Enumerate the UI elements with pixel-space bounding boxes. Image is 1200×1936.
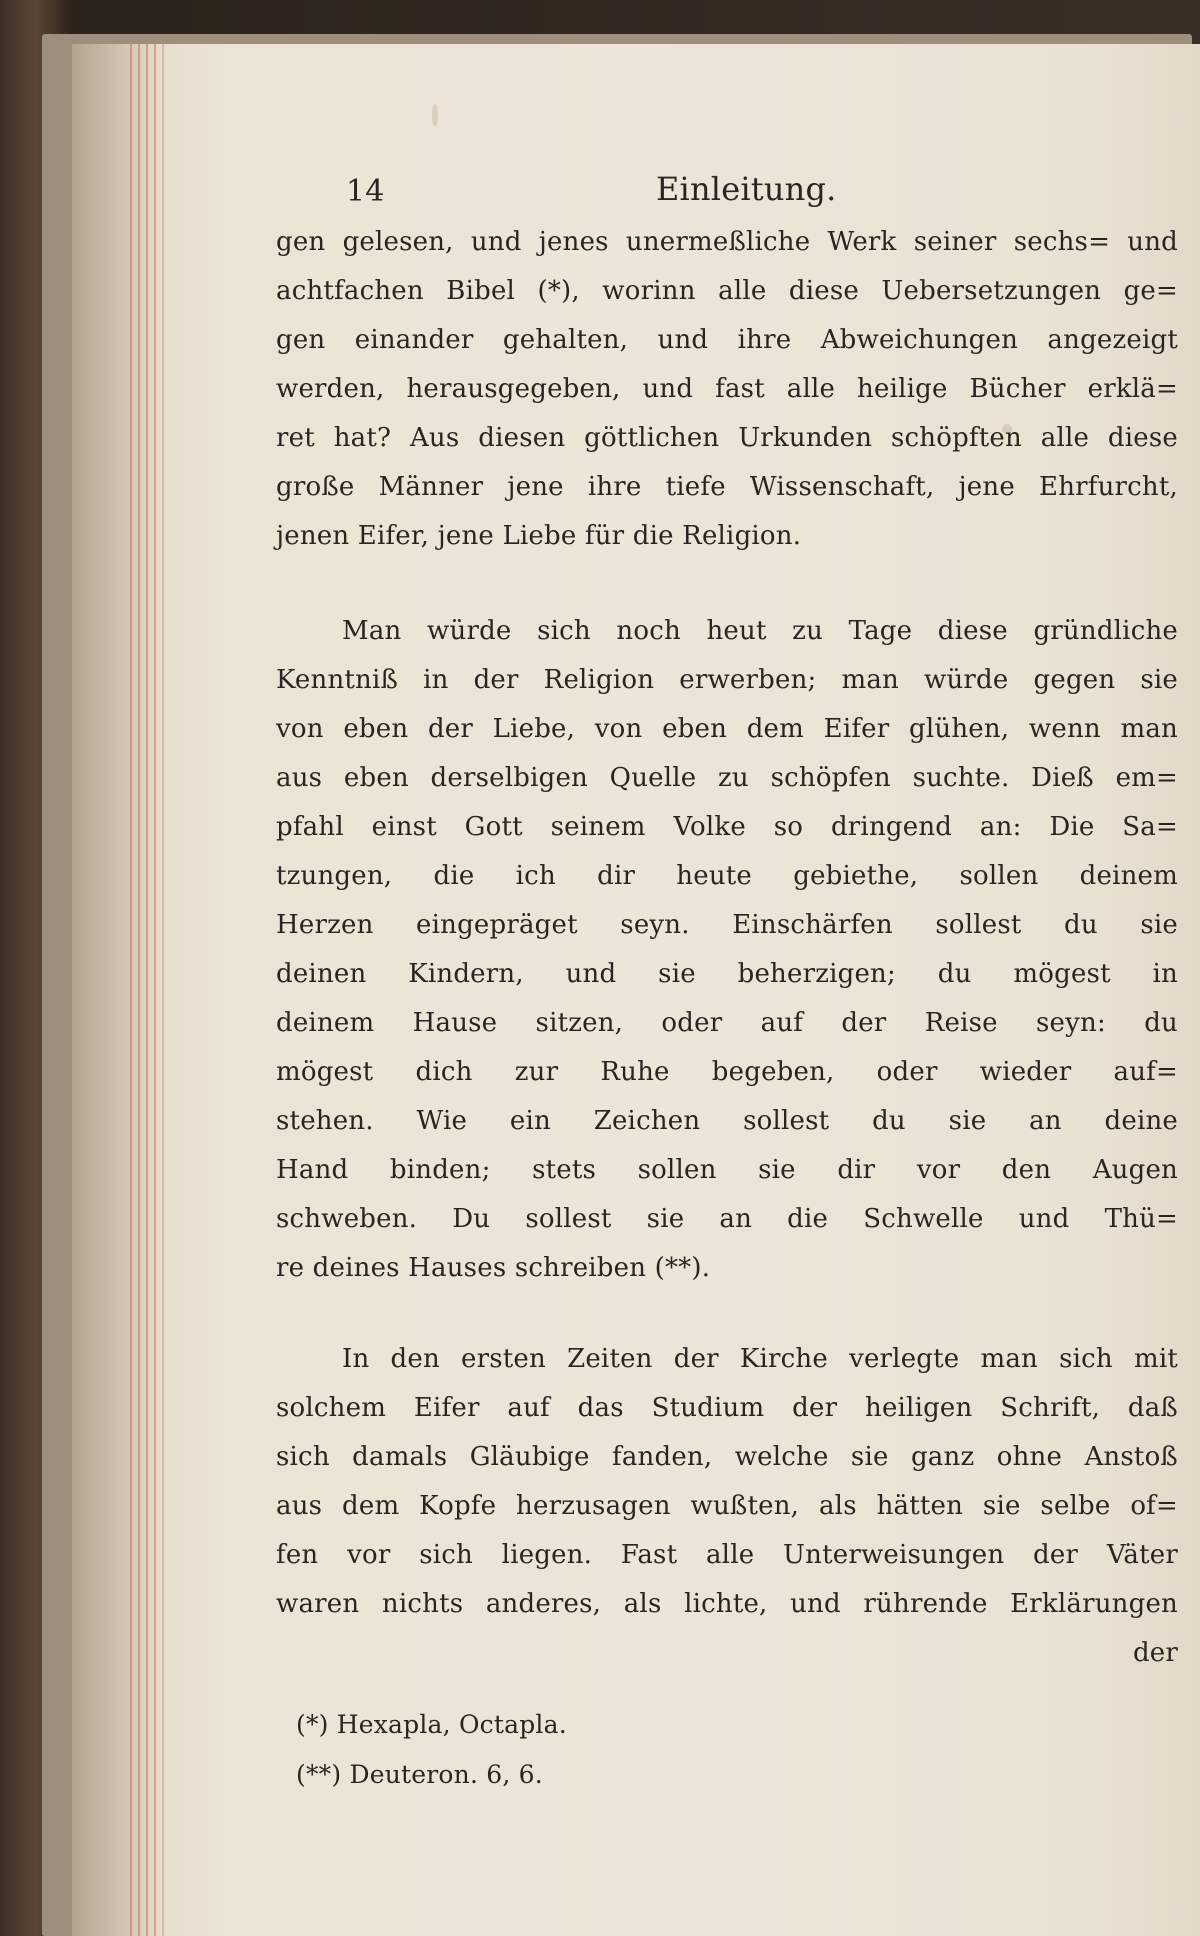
- page-number: 14: [346, 174, 385, 209]
- text-line: Herzen eingepräget seyn. Einschärfen sollest du sie: [276, 910, 1178, 940]
- text-line: mögest dich zur Ruhe begeben, oder wieder auf=: [276, 1057, 1178, 1087]
- text-line: fen vor sich liegen. Fast alle Unterweisungen der Väter: [276, 1540, 1178, 1570]
- running-title: Einleitung.: [656, 170, 837, 208]
- text-block: [276, 158, 1178, 1800]
- footnote: (**) Deuteron. 6, 6.: [296, 1760, 543, 1789]
- page-header: [276, 158, 1178, 218]
- margin-rule: [138, 44, 140, 1936]
- gutter-shadow: [72, 44, 162, 1936]
- paragraph-2: [276, 607, 1178, 1293]
- text-line: schweben. Du sollest sie an die Schwelle und Thü=: [276, 1204, 1178, 1234]
- margin-rule: [130, 44, 132, 1936]
- text-line: Man würde sich noch heut zu Tage diese gründliche: [342, 616, 1178, 646]
- footnote: (*) Hexapla, Octapla.: [296, 1710, 567, 1739]
- text-line: In den ersten Zeiten der Kirche verlegte man sich mit: [342, 1344, 1178, 1374]
- text-line: sich damals Gläubige fanden, welche sie ganz ohne Anstoß: [276, 1442, 1178, 1472]
- text-line: achtfachen Bibel (*), worinn alle diese Uebersetzungen ge=: [276, 276, 1178, 306]
- text-line: pfahl einst Gott seinem Volke so dringend an: Die Sa=: [276, 812, 1178, 842]
- text-line: solchem Eifer auf das Studium der heiligen Schrift, daß: [276, 1393, 1178, 1423]
- margin-rule: [154, 44, 156, 1936]
- paragraph-3: [276, 1335, 1178, 1629]
- paper-mark: [432, 104, 438, 126]
- text-line: gen gelesen, und jenes unermeßliche Werk seiner sechs= und: [276, 227, 1178, 257]
- text-line: von eben der Liebe, von eben dem Eifer glühen, wenn man: [276, 714, 1178, 744]
- catchword: der: [1132, 1638, 1178, 1668]
- text-line: deinem Hause sitzen, oder auf der Reise seyn: du: [276, 1008, 1178, 1038]
- footnotes: [276, 1700, 1178, 1800]
- text-line: Kenntniß in der Religion erwerben; man würde gegen sie: [276, 665, 1178, 695]
- text-line: Hand binden; stets sollen sie dir vor den Augen: [276, 1155, 1178, 1185]
- text-line: deinen Kindern, und sie beherzigen; du mögest in: [276, 959, 1178, 989]
- text-line: jenen Eifer, jene Liebe für die Religion.: [276, 521, 802, 551]
- margin-rule: [146, 44, 148, 1936]
- text-line: große Männer jene ihre tiefe Wissenschaft, jene Ehrfurcht,: [276, 472, 1178, 502]
- margin-rule: [162, 44, 164, 1936]
- text-line: aus eben derselbigen Quelle zu schöpfen suchte. Dieß em=: [276, 763, 1178, 793]
- text-line: ret hat? Aus diesen göttlichen Urkunden schöpften alle diese: [276, 423, 1178, 453]
- text-line: stehen. Wie ein Zeichen sollest du sie an deine: [276, 1106, 1178, 1136]
- text-line: tzungen, die ich dir heute gebiethe, sollen deinem: [276, 861, 1178, 891]
- text-line: gen einander gehalten, und ihre Abweichungen angezeigt: [276, 325, 1178, 355]
- paragraph-1: [276, 218, 1178, 561]
- text-line: re deines Hauses schreiben (**).: [276, 1253, 711, 1283]
- text-line: aus dem Kopfe herzusagen wußten, als hätten sie selbe of=: [276, 1491, 1178, 1521]
- text-line: werden, herausgegeben, und fast alle heilige Bücher erklä=: [276, 374, 1178, 404]
- text-line: waren nichts anderes, als lichte, und rührende Erklärungen: [276, 1589, 1178, 1619]
